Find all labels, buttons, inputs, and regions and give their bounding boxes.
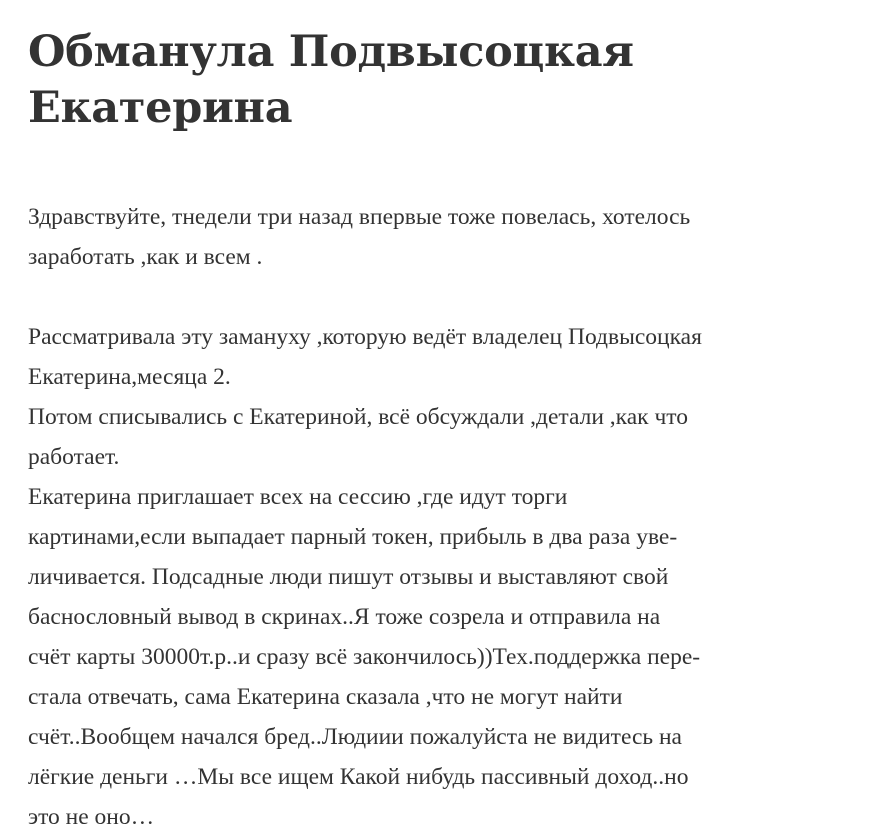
title-line: Екатерина xyxy=(28,83,293,133)
text-line: Здравствуйте, тнедели три назад впервые тоже повелась, хотелось xyxy=(28,204,691,230)
paragraph-greeting xyxy=(28,197,863,277)
text-line: Потом списывались с Екатериной, всё обсуждали ,детали ,как что xyxy=(28,404,688,430)
title-line: Обманула Подвысоцкая xyxy=(28,27,634,77)
text-line: работает. xyxy=(28,444,120,470)
text-line: Екатерина приглашает всех на сессию ,где идут торги xyxy=(28,484,568,510)
text-line: Рассматривала эту замануху ,которую ведёт владелец Подвысоцкая xyxy=(28,324,702,350)
text-line: лёгкие деньги …Мы все ищем Какой нибудь пассивный доход..но xyxy=(28,764,689,790)
text-line: это не оно… xyxy=(28,804,155,830)
article-title xyxy=(28,0,863,136)
text-line: стала отвечать, сама Екатерина сказала ,что не могут найти xyxy=(28,684,623,710)
text-line: заработать ,как и всем . xyxy=(28,244,263,270)
text-line: картинами,если выпадает парный токен, прибыль в два раза уве- xyxy=(28,524,678,550)
article xyxy=(28,0,863,837)
text-line: Екатерина,месяца 2. xyxy=(28,364,231,390)
text-line: счёт..Вообщем начался бред..Людиии пожалуйста не видитесь на xyxy=(28,724,682,750)
article-body xyxy=(28,197,863,837)
text-line: счёт карты 30000т.р..и сразу всё закончилось))Тех.поддержка пере- xyxy=(28,644,701,670)
text-line: личивается. Подсадные люди пишут отзывы и выставляют свой xyxy=(28,564,669,590)
paragraph-story xyxy=(28,317,863,837)
text-line: баснословный вывод в скринах..Я тоже созрела и отправила на xyxy=(28,604,661,630)
